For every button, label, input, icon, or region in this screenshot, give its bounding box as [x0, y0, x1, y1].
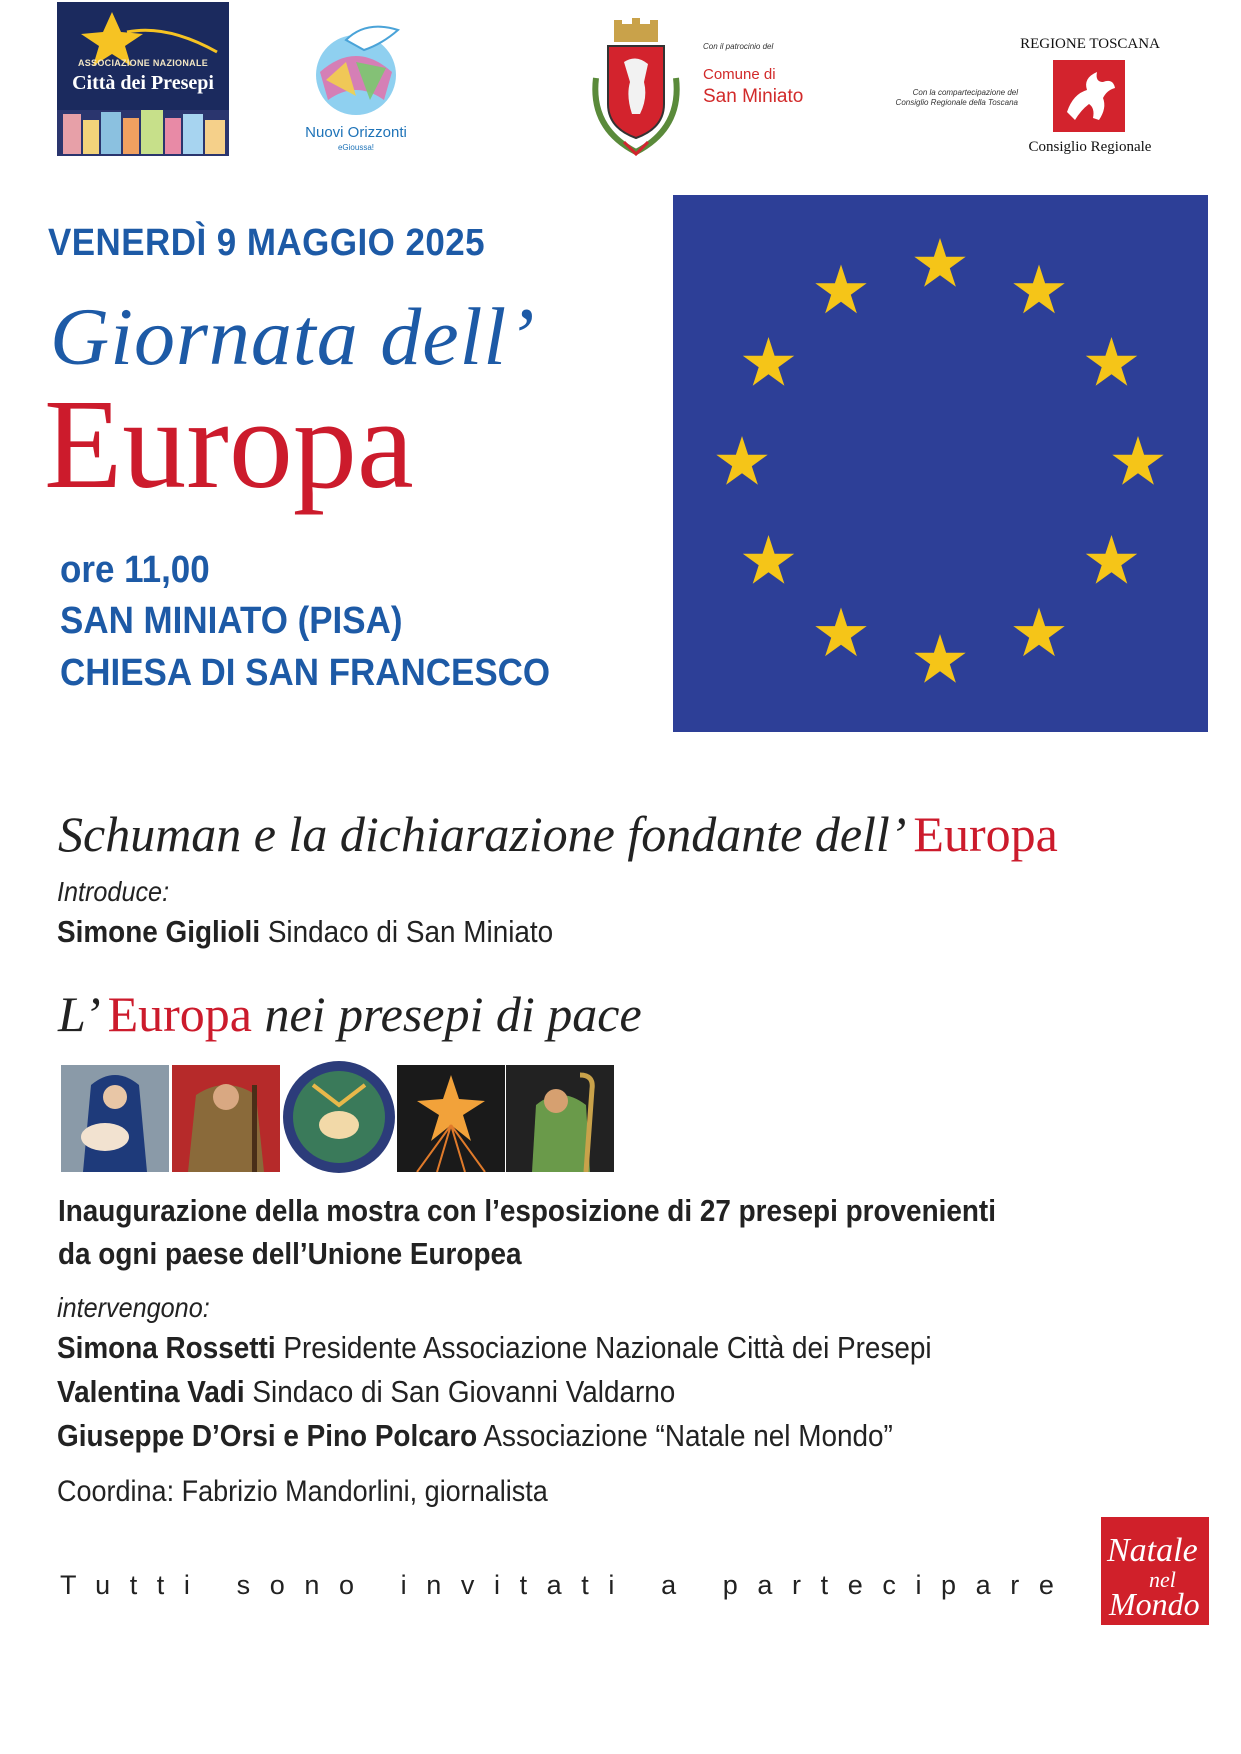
eu-star-icon: [716, 436, 767, 485]
inauguration-line-2: da ogni paese dell’Unione Europea: [58, 1236, 522, 1271]
section-presepi-title-a: L’: [58, 986, 108, 1042]
coordina-name: Fabrizio Mandorlini, giornalista: [181, 1475, 548, 1508]
event-date: VENERDÌ 9 MAGGIO 2025: [48, 222, 486, 264]
san-miniato-crest-icon: [586, 18, 686, 160]
speaker-3-name: Giuseppe D’Orsi e Pino Polcaro: [57, 1418, 478, 1453]
eu-star-icon: [1112, 436, 1163, 485]
eu-star-icon: [914, 238, 965, 287]
regione-toscana-title: REGIONE TOSCANA: [1020, 36, 1160, 52]
presepi-assoc-label: ASSOCIAZIONE NAZIONALE: [77, 58, 209, 68]
speakers-label: intervengono:: [57, 1292, 210, 1323]
section-presepi-title: [58, 985, 642, 1043]
joseph-figurine-photo: [172, 1065, 280, 1172]
section-presepi-title-c: nei presepi di pace: [251, 986, 642, 1042]
dove-globe-icon: [286, 0, 426, 120]
eu-star-icon: [1086, 337, 1137, 386]
invitation-text: Tutti sono invitati a partecipare: [60, 1570, 1074, 1600]
speaker-2-name: Valentina Vadi: [57, 1374, 245, 1409]
introduce-role: Sindaco di San Miniato: [260, 914, 554, 949]
eu-flag: [673, 195, 1208, 732]
introduce-line: [57, 914, 553, 950]
speaker-1-name: Simona Rossetti: [57, 1330, 276, 1365]
patrocinio-label: Con il patrocinio del: [703, 42, 774, 51]
svg-text:nel: nel: [1149, 1567, 1176, 1592]
coordina-label: Coordina:: [57, 1475, 182, 1508]
compartecipazione-note: [848, 88, 1018, 108]
comune-di-label: Comune di: [703, 66, 776, 83]
nuovi-orizzonti-logo: [286, 0, 426, 170]
svg-text:Natale: Natale: [1107, 1532, 1198, 1569]
svg-text:Mondo: Mondo: [1109, 1586, 1200, 1622]
event-venue: CHIESA DI SAN FRANCESCO: [60, 652, 551, 694]
coordina-line: [57, 1475, 548, 1509]
speaker-3: [57, 1418, 893, 1454]
compartecipazione-line-1: Con la compartecipazione del: [912, 88, 1018, 97]
eu-star-icon: [815, 265, 866, 314]
eu-star-icon: [1013, 608, 1064, 657]
shepherd-figurine-photo: [506, 1065, 614, 1172]
citta-dei-presepi-logo: [57, 2, 229, 156]
regione-toscana-pegasus-icon: [1053, 60, 1125, 132]
orizzonti-title: Nuovi Orizzonti: [305, 124, 407, 141]
section-schuman-title: [58, 805, 1058, 863]
comune-name: San Miniato: [703, 86, 804, 107]
speaker-2-role: Sindaco di San Giovanni Valdarno: [244, 1374, 676, 1409]
section-schuman-title-text: Schuman e la dichiarazione fondante dell’: [58, 806, 914, 862]
event-place: SAN MINIATO (PISA): [60, 600, 403, 642]
eu-star-icon: [1086, 535, 1137, 584]
inauguration-line-1: Inaugurazione della mostra con l’esposizione di 27 presepi provenienti: [58, 1193, 996, 1228]
section-presepi-title-europa: Europa: [107, 986, 252, 1042]
orizzonti-sub: eGioussa!: [337, 143, 375, 152]
speaker-3-role: Associazione “Natale nel Mondo”: [477, 1418, 893, 1453]
eu-flag-stars: [673, 195, 1208, 732]
event-title-line-2: Europa: [44, 373, 414, 515]
speaker-1-role: Presidente Associazione Nazionale Città dei Presepi: [275, 1330, 932, 1365]
eu-star-icon: [743, 337, 794, 386]
event-time: ore 11,00: [60, 549, 210, 591]
section-schuman-title-europa: Europa: [913, 806, 1058, 862]
madonna-figurine-photo: [61, 1065, 169, 1172]
event-title-line-1: Giornata dell’: [50, 291, 536, 382]
compartecipazione-line-2: Consiglio Regionale della Toscana: [895, 98, 1018, 107]
nativity-plate-photo: [283, 1055, 395, 1179]
presepi-name: Città dei Presepi: [72, 72, 214, 94]
eu-star-icon: [914, 634, 965, 683]
natale-nel-mondo-emblem-icon: [1101, 1517, 1209, 1625]
eu-star-icon: [743, 535, 794, 584]
speaker-1: [57, 1330, 932, 1366]
eu-star-icon: [815, 608, 866, 657]
speaker-2: [57, 1374, 675, 1410]
star-comet-photo: [397, 1065, 505, 1172]
eu-star-icon: [1013, 265, 1064, 314]
consiglio-regionale-label: Consiglio Regionale: [1028, 139, 1152, 155]
introduce-label: Introduce:: [57, 876, 170, 907]
natale-nel-mondo-logo: [1101, 1517, 1209, 1625]
introduce-name: Simone Giglioli: [57, 914, 261, 949]
